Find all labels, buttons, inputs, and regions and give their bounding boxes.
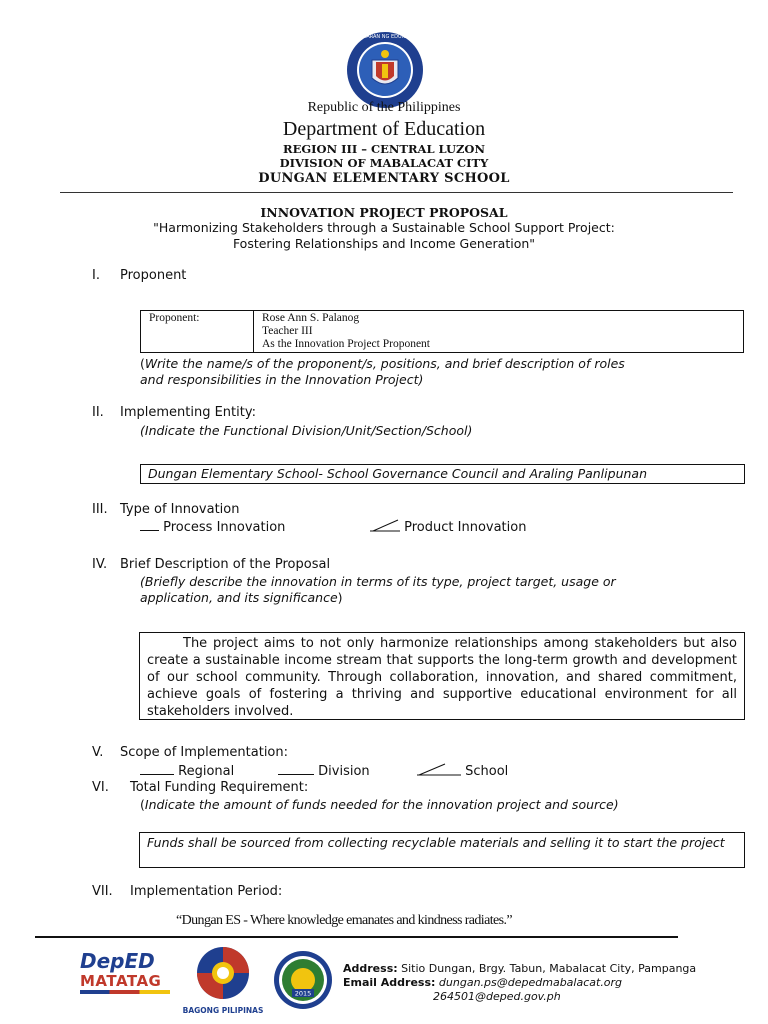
section-5-title: Scope of Implementation: [120,745,289,760]
section-6-title: Total Funding Requirement: [130,780,309,795]
entity-note: (Indicate the Functional Division/Unit/Section/School) [140,423,473,438]
department-title: Department of Education [282,118,486,140]
footer-contact [343,962,753,1004]
section-4-title: Brief Description of the Proposal [120,557,331,572]
process-innovation-checkbox [140,519,159,531]
subtitle-line-1: "Harmonizing Stakeholders through a Sustainable School Support Project: [153,220,615,235]
header-divider [60,192,733,193]
section-3-number: III. [92,502,108,517]
section-6-number: VI. [92,780,109,795]
school-seal-year: 2015 [294,989,312,998]
bagong-pilipinas-emblem [182,944,264,1002]
proponent-details [254,311,744,353]
deped-logo-text: DepED [80,949,155,973]
division-label: Division [318,764,370,779]
section-7-title: Implementation Period: [130,884,283,899]
product-innovation-option [370,519,526,535]
seal-text: KAGAWARAN NG EDUKASYON [348,34,422,40]
bagong-pilipinas-text: BAGONG PILIPINAS [182,1006,264,1015]
school-seal-logo [268,950,338,1010]
description-note-line-1: (Briefly describe the innovation in terms of its type, project target, usage or [140,574,616,589]
region-line: REGION III – CENTRAL LUZON [283,142,485,156]
section-1-title: Proponent [120,268,187,283]
proponent-note-line-1: Write the name/s of the proponent/s, positions, and brief description of roles [144,356,625,371]
proponent-label: Proponent: [141,311,254,353]
section-4-number: IV. [92,557,108,572]
section-2-number: II. [92,405,104,420]
section-1-number: I. [92,268,100,283]
bagong-pilipinas-logo [182,944,264,1014]
description-note-close: ) [337,590,343,605]
proponent-name: Rose Ann S. Palanog [262,312,360,324]
process-innovation-label: Process Innovation [163,520,286,535]
school-motto: “Dungan ES - Where knowledge emanates and kindness radiates.” [176,913,512,928]
matatag-stripe [80,990,170,994]
proponent-note-line-2: and responsibilities in the Innovation Project) [140,372,424,387]
school-name: DUNGAN ELEMENTARY SCHOOL [258,171,510,186]
funding-box: Funds shall be sourced from collecting recyclable materials and selling it to start the project [139,832,745,868]
description-note-line-2: application, and its significance [140,590,338,605]
proponent-role: As the Innovation Project Proponent [262,338,431,350]
republic-line: Republic of the Philippines [307,100,461,115]
address-value: Sitio Dungan, Brgy. Tabun, Mabalacat City, Pampanga [401,962,697,975]
funding-note [140,797,619,813]
regional-label: Regional [178,764,235,779]
matatag-logo-text: MATATAG [80,972,162,990]
section-3-title: Type of Innovation [120,502,240,517]
division-option [278,763,370,779]
footer-divider [35,936,678,938]
description-note [140,574,616,606]
section-7-number: VII. [92,884,113,899]
proponent-note-open: ( [140,356,145,371]
description-box: The project aims to not only harmonize relationships among stakeholders but also create a sustainable income stream that supports the long-term growth and development of our school community. Through collaboration, innovation, and shared commitment, achieve goals of fostering a thriving and supportive educational environment for all stakeholders involved. [139,632,745,720]
division-checkbox [278,763,314,775]
regional-checkbox [140,763,174,775]
email-value-2[interactable]: 264501@deped.gov.ph [433,990,561,1003]
regional-option [140,763,234,779]
funding-note-text: Indicate the amount of funds needed for the innovation project and source) [144,797,619,812]
section-2-title: Implementing Entity: [120,405,256,420]
division-line: DIVISION OF MABALACAT CITY [279,156,489,170]
address-label: Address: [343,962,398,975]
product-innovation-label: Product Innovation [404,520,527,535]
proponent-position: Teacher III [262,325,313,337]
deped-seal-logo [345,30,425,110]
email-label: Email Address: [343,976,436,989]
deped-matatag-logo [80,950,176,1000]
proponent-table [140,310,744,353]
school-option [417,763,508,779]
school-label: School [465,764,509,779]
school-check-mark [417,763,461,776]
implementing-entity-box: Dungan Elementary School- School Governance Council and Araling Panlipunan [140,464,745,484]
process-innovation-option [140,519,285,535]
proposal-subtitle [0,220,768,252]
proposal-heading: INNOVATION PROJECT PROPOSAL [260,205,508,220]
funding-note-open: ( [140,797,145,812]
proponent-note [140,356,625,388]
section-5-number: V. [92,745,104,760]
product-innovation-check-mark [370,519,400,532]
subtitle-line-2: Fostering Relationships and Income Generation" [232,236,536,251]
email-value-1[interactable]: dungan.ps@depedmabalacat.org [438,976,623,989]
